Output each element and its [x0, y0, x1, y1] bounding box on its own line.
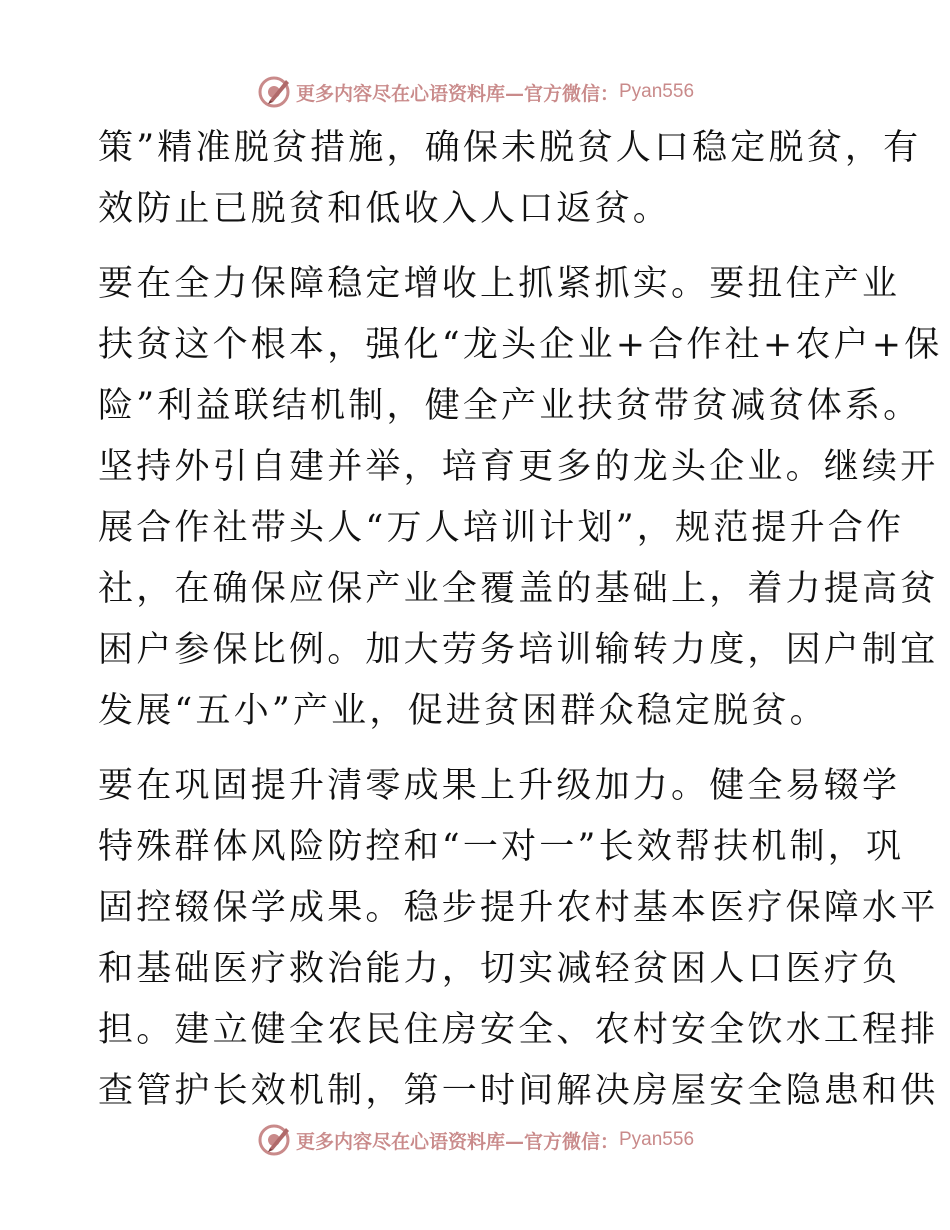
text-line: 发展“五小”产业，促进贫困群众稳定脱贫。 [98, 691, 828, 731]
text-line: 固控辍保学成果。稳步提升农村基本医疗保障水平 [98, 888, 939, 928]
text-line: 查管护长效机制，第一时间解决房屋安全隐患和供 [98, 1071, 939, 1111]
text-line: 困户参保比例。加大劳务培训输转力度，因户制宜 [98, 630, 939, 670]
pen-logo-icon [256, 74, 292, 110]
pen-logo-icon [256, 1122, 292, 1158]
text-line: 险”利益联结机制，健全产业扶贫带贫减贫体系。 [98, 386, 922, 426]
watermark-wechat-id: Pyan556 [619, 81, 695, 102]
text-line: 要在全力保障稳定增收上抓紧抓实。要扭住产业 [98, 264, 901, 304]
text-line: 坚持外引自建并举，培育更多的龙头企业。继续开 [98, 447, 939, 487]
watermark-text: 更多内容尽在心语资料库—官方微信： [295, 82, 619, 105]
text-line: 扶贫这个根本，强化“龙头企业+合作社+农户+保 [98, 325, 943, 365]
watermark-wechat-id: Pyan556 [619, 1129, 695, 1150]
text-line: 展合作社带头人“万人培训计划”，规范提升合作 [98, 508, 905, 548]
text-line: 和基础医疗救治能力，切实减轻贫困人口医疗负 [98, 949, 901, 989]
text-line: 策”精准脱贫措施，确保未脱贫人口稳定脱贫，有 [98, 128, 922, 168]
paragraph [98, 118, 922, 240]
header-watermark [0, 72, 950, 112]
text-line: 要在巩固提升清零成果上升级加力。健全易辍学 [98, 766, 901, 806]
text-line: 特殊群体风险防控和“一对一”长效帮扶机制，巩 [98, 827, 905, 867]
text-line: 效防止已脱贫和低收入人口返贫。 [98, 189, 672, 229]
watermark-text: 更多内容尽在心语资料库—官方微信： [295, 1130, 619, 1153]
text-line: 社，在确保应保产业全覆盖的基础上，着力提高贫 [98, 569, 939, 609]
document-body [98, 118, 943, 1122]
paragraph [98, 254, 943, 742]
paragraph [98, 756, 939, 1122]
text-line: 担。建立健全农民住房安全、农村安全饮水工程排 [98, 1010, 939, 1050]
footer-watermark [0, 1120, 950, 1160]
